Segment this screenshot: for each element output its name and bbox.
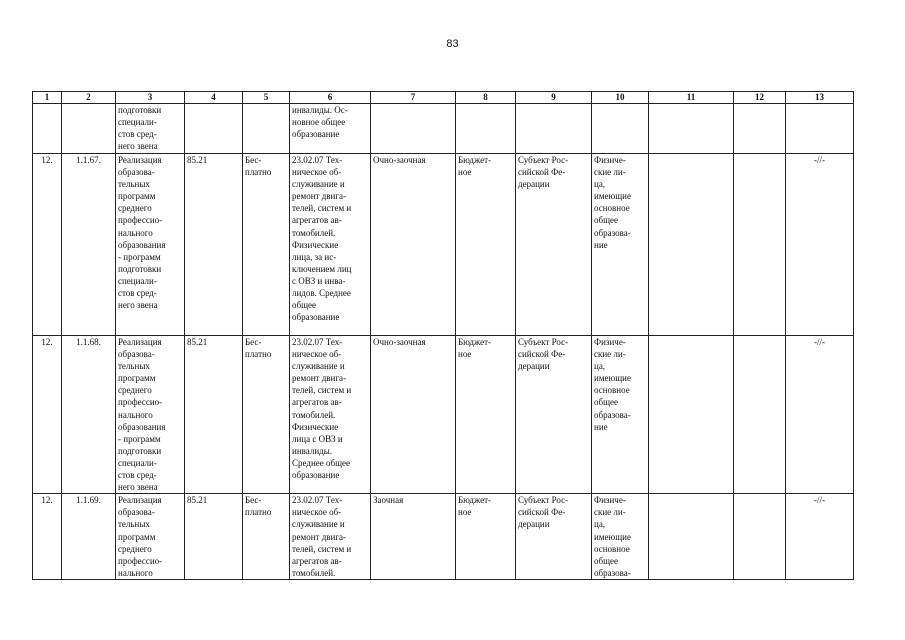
table-cell: Субъект Рос- сийской Фе- дерации xyxy=(516,494,592,580)
table-row xyxy=(33,104,854,154)
table-cell xyxy=(734,154,786,336)
table-cell: Очно-заочная xyxy=(371,336,456,494)
column-header: 5 xyxy=(243,92,290,104)
table-cell xyxy=(734,104,786,154)
table-cell: Реализация образова- тельных программ среднего профессио- нального образования - программ подготовки специали- стов сред- него звена xyxy=(116,154,185,336)
table-cell: Бюджет- ное xyxy=(456,154,516,336)
table-cell: Физиче- ские ли- ца, имеющие основное общее образова- ние xyxy=(592,154,649,336)
table-cell: -//- xyxy=(786,154,854,336)
table-cell: 1.1.69. xyxy=(62,494,116,580)
table-cell: -//- xyxy=(786,336,854,494)
table-cell: Бес- платно xyxy=(243,154,290,336)
table-cell: Физиче- ские ли- ца, имеющие основное общее образова- xyxy=(592,494,649,580)
column-header: 3 xyxy=(116,92,185,104)
table-row xyxy=(33,154,854,336)
table-cell xyxy=(649,336,734,494)
table-row xyxy=(33,336,854,494)
table-cell: 12. xyxy=(33,154,62,336)
table-cell: 1.1.67. xyxy=(62,154,116,336)
table-cell: 85.21 xyxy=(185,154,243,336)
services-table xyxy=(32,91,854,580)
table-cell xyxy=(62,104,116,154)
table-cell: -//- xyxy=(786,494,854,580)
table-cell: 23.02.07 Тех- ническое об- служивание и ремонт двига- телей, систем и агрегатов ав- томобилей. Физические лица, за ис- ключением лиц с ОВЗ и инва- лидов. Среднее общее образование xyxy=(290,154,371,336)
table-cell xyxy=(516,104,592,154)
table-cell xyxy=(185,104,243,154)
column-header: 12 xyxy=(734,92,786,104)
table-cell: Субъект Рос- сийской Фе- дерации xyxy=(516,154,592,336)
table-cell xyxy=(592,104,649,154)
table-cell xyxy=(371,104,456,154)
table-cell xyxy=(456,104,516,154)
table-cell: Физиче- ские ли- ца, имеющие основное общее образова- ние xyxy=(592,336,649,494)
table-cell xyxy=(734,494,786,580)
column-header: 2 xyxy=(62,92,116,104)
column-header: 7 xyxy=(371,92,456,104)
table-cell: 12. xyxy=(33,494,62,580)
table-cell xyxy=(243,104,290,154)
table-cell xyxy=(649,494,734,580)
table-cell: 1.1.68. xyxy=(62,336,116,494)
page-number: 83 xyxy=(446,38,459,50)
table-cell: Очно-заочная xyxy=(371,154,456,336)
table-cell xyxy=(786,104,854,154)
column-header: 10 xyxy=(592,92,649,104)
table-cell: инвалиды. Ос- новное общее образование xyxy=(290,104,371,154)
table-cell: 85.21 xyxy=(185,494,243,580)
column-header: 11 xyxy=(649,92,734,104)
column-header: 13 xyxy=(786,92,854,104)
column-header: 6 xyxy=(290,92,371,104)
table-cell: 85.21 xyxy=(185,336,243,494)
table-cell xyxy=(649,154,734,336)
table-cell xyxy=(649,104,734,154)
table-cell: Бюджет- ное xyxy=(456,336,516,494)
column-header: 4 xyxy=(185,92,243,104)
column-header: 9 xyxy=(516,92,592,104)
table-cell: Реализация образова- тельных программ среднего профессио- нального xyxy=(116,494,185,580)
table-cell: Заочная xyxy=(371,494,456,580)
table-cell: 23.02.07 Тех- ническое об- служивание и ремонт двига- телей, систем и агрегатов ав- томобилей. Физические лица с ОВЗ и инвалиды. Среднее общее образование xyxy=(290,336,371,494)
table-cell: Бюджет- ное xyxy=(456,494,516,580)
table-cell: Субъект Рос- сийской Фе- дерации xyxy=(516,336,592,494)
table-row xyxy=(33,494,854,580)
table-cell: Реализация образова- тельных программ среднего профессио- нального образования - программ подготовки специали- стов сред- него звена xyxy=(116,336,185,494)
column-header: 1 xyxy=(33,92,62,104)
table-cell: 23.02.07 Тех- ническое об- служивание и ремонт двига- телей, систем и агрегатов ав- томобилей. xyxy=(290,494,371,580)
table-cell xyxy=(33,104,62,154)
table-cell: подготовки специали- стов сред- него звена xyxy=(116,104,185,154)
header-row xyxy=(33,92,854,104)
column-header: 8 xyxy=(456,92,516,104)
table-cell: Бес- платно xyxy=(243,336,290,494)
table-cell: Бес- платно xyxy=(243,494,290,580)
table-cell xyxy=(734,336,786,494)
table-cell: 12. xyxy=(33,336,62,494)
